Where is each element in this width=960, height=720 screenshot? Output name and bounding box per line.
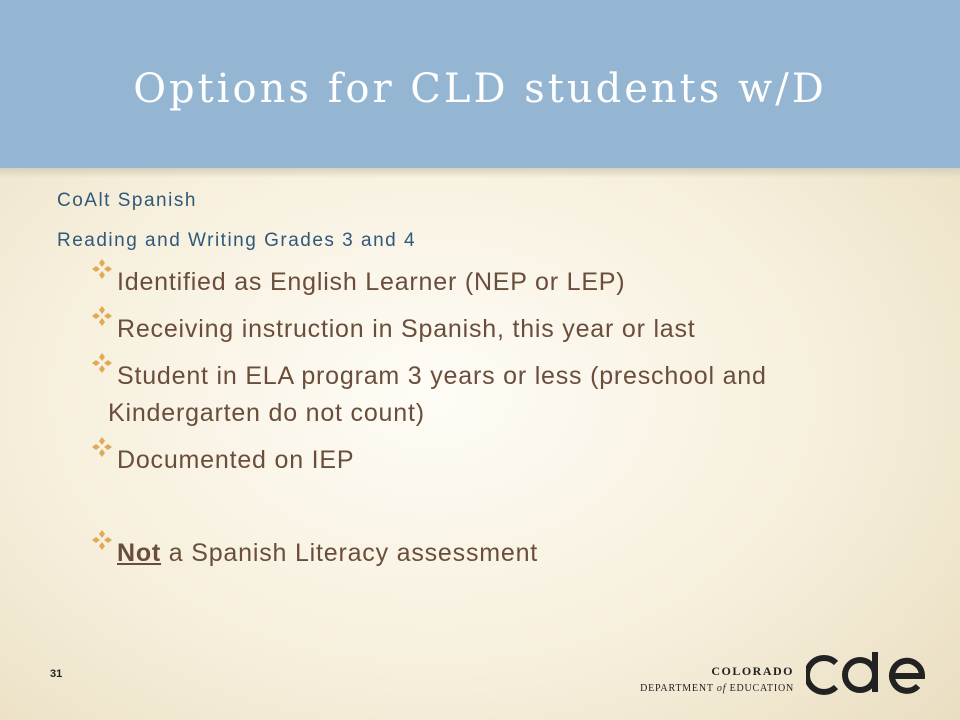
logo-of-text: of — [716, 683, 727, 694]
page-number: 31 — [50, 668, 63, 680]
bullet-text: a Spanish Literacy assessment — [161, 539, 539, 567]
subheading-coalt: CoAlt Spanish — [57, 190, 197, 211]
bullet-emphasis-not: Not — [117, 539, 162, 567]
diamond-bullet-icon — [91, 529, 117, 551]
bullet-text-line1: Student in ELA program 3 years or less (preschool and — [117, 362, 767, 390]
logo-education-text: EDUCATION — [726, 683, 794, 694]
bullet-text: Receiving instruction in Spanish, this year or last — [117, 315, 696, 343]
diamond-bullet-icon — [91, 305, 117, 327]
diamond-bullet-icon — [91, 436, 117, 458]
bullet-spanish-instruction — [91, 311, 911, 348]
cde-logo-text — [640, 664, 794, 694]
diamond-bullet-icon — [91, 352, 117, 374]
logo-dept-text: DEPARTMENT — [640, 683, 717, 694]
bullet-text: Documented on IEP — [117, 446, 355, 474]
bullet-text: Identified as English Learner (NEP or LEP) — [117, 268, 626, 296]
bullet-ela-program — [91, 358, 911, 432]
subheading-grades: Reading and Writing Grades 3 and 4 — [57, 230, 417, 251]
logo-line-department — [640, 683, 794, 694]
diamond-bullet-icon — [91, 258, 117, 280]
bullet-documented-iep — [91, 442, 911, 479]
bullet-english-learner — [91, 264, 911, 301]
banner-shadow — [0, 168, 960, 178]
cde-logo-icon — [806, 648, 926, 700]
bullet-text-line2: Kindergarten do not count) — [108, 399, 425, 427]
logo-line-colorado: COLORADO — [711, 664, 794, 678]
slide-title: Options for CLD students w/D — [133, 66, 827, 112]
bullet-not-literacy — [91, 535, 911, 572]
